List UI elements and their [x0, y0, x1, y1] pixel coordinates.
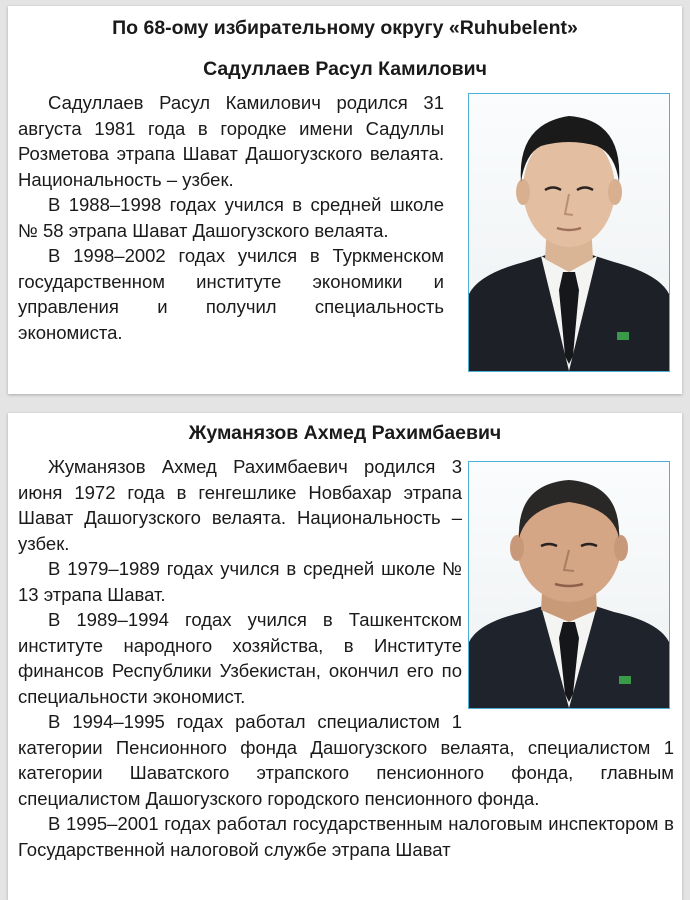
district-heading: По 68-ому избирательному округу «Ruhubelent» [112, 17, 578, 39]
candidate-biography [18, 90, 444, 345]
bio-paragraph: В 1988–1998 годах учился в средней школе № 58 этрапа Шават Дашогузского велаята. [18, 194, 444, 241]
bio-paragraph: В 1989–1994 годах учился в Ташкентском институте народного хозяйства, в Институте финансов Республики Узбекистан, окончил его по специальности экономист. [18, 609, 462, 707]
candidate-card-2 [8, 413, 682, 900]
bio-paragraph: В 1998–2002 годах учился в Туркменском государственном институте экономики и управления и получил специальность экономиста. [18, 245, 444, 343]
candidate-photo [468, 461, 670, 709]
candidate-photo [468, 93, 670, 372]
bio-paragraph: Садуллаев Расул Камилович родился 31 августа 1981 года в городке имени Садуллы Розметова этрапа Шават Дашогузского велаята. Национальность – узбек. [18, 92, 444, 190]
candidate-name: Жуманязов Ахмед Рахимбаевич [188, 422, 502, 444]
bio-paragraph: В 1979–1989 годах учился в средней школе № 13 этрапа Шават. [18, 558, 462, 605]
candidate-name: Садуллаев Расул Камилович [203, 58, 487, 80]
bio-paragraph: В 1995–2001 годах работал государственным налоговым инспектором в Государственной налоговой службе этрапа Шават [18, 813, 674, 860]
bio-paragraph: Жуманязов Ахмед Рахимбаевич родился 3 июня 1972 года в генгешлике Новбахар этрапа Шават Дашогузского велаята. Национальность – узбек. [18, 456, 462, 554]
bio-paragraph: В 1994–1995 годах работал специалистом 1 категории Пенсионного фонда Дашогузского велаята, специалистом 1 категории Шаватского этрапского пенсионного фонда, главным специалистом Дашогузского городского пенсионного фонда. [18, 711, 674, 809]
candidate-card-1 [8, 6, 682, 394]
